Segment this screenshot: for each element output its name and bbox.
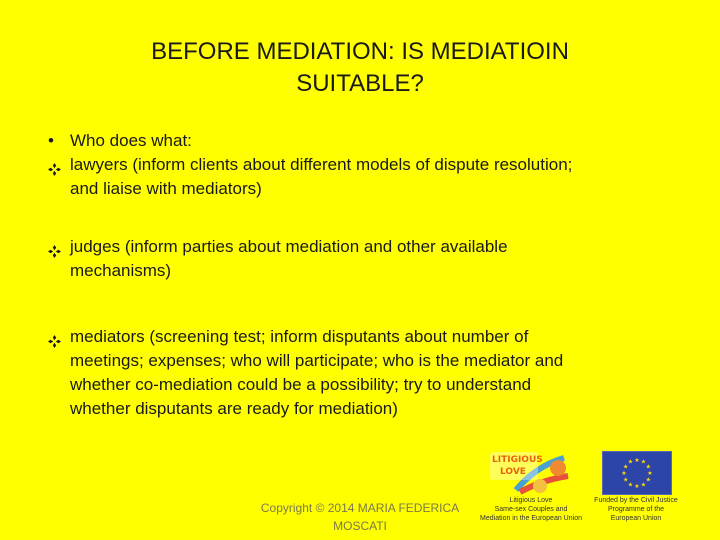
eu-logo: [586, 446, 710, 540]
litigious-love-caption-line-1: Litigious Love: [509, 497, 553, 504]
eu-star-icon: ★: [627, 459, 634, 466]
litigious-love-logo: [476, 446, 586, 540]
eu-star-icon: ★: [623, 464, 629, 471]
eu-caption-line-1: Funded by the Civil Justice: [594, 497, 678, 504]
litigious-love-caption: [476, 496, 586, 523]
list-item-judges: [48, 235, 688, 283]
litigious-love-caption-line-2: Same-sex Couples and: [494, 506, 568, 513]
list-item-text: Who does what:: [70, 131, 192, 150]
list-item-text: lawyers (inform clients about different models of dispute resolution;: [70, 155, 573, 174]
eu-star-icon: ★: [627, 482, 634, 489]
eu-star-icon: ★: [634, 484, 640, 490]
eu-star-icon: ★: [623, 477, 629, 484]
list-item-lawyers: [48, 153, 688, 201]
eu-caption-line-2: Programme of the: [607, 506, 665, 513]
bullet-list: [48, 129, 688, 421]
diamond-bullet-icon: [48, 241, 70, 265]
logo-wordmark-line-2: LOVE: [500, 467, 526, 477]
slide-title-line-2: SUITABLE?: [296, 70, 424, 97]
list-item-who-does-what: [48, 129, 688, 153]
eu-star-icon: ★: [645, 477, 651, 484]
list-item-text: whether co-mediation could be a possibility; try to understand: [70, 375, 532, 394]
list-item-text: judges (inform parties about mediation and other available: [70, 237, 508, 256]
diamond-bullet-icon: [48, 159, 70, 183]
litigious-love-caption-line-3: Mediation in the European Union: [480, 515, 582, 522]
slide-title-line-1: BEFORE MEDIATION: IS MEDIATIOIN: [151, 38, 569, 65]
list-item-text: meetings; expenses; who will participate; who is the mediator and: [70, 351, 564, 370]
copyright-notice: [248, 499, 472, 535]
eu-star-icon: ★: [645, 464, 651, 471]
litigious-love-logo-graphic: [476, 446, 586, 496]
round-bullet-icon: •: [48, 131, 54, 150]
diamond-bullet-icon: [48, 331, 70, 355]
eu-star-icon: ★: [621, 471, 627, 477]
eu-caption: [586, 496, 686, 523]
eu-flag-icon: [602, 451, 672, 495]
eu-star-icon: ★: [640, 459, 647, 466]
eu-caption-line-3: European Union: [610, 515, 662, 522]
slide-title: [60, 36, 660, 100]
copyright-line-1: Copyright © 2014 MARIA FEDERICA: [260, 501, 460, 515]
list-item-text: whether disputants are ready for mediation): [70, 399, 398, 418]
list-item-text: mechanisms): [70, 261, 172, 280]
list-item-text: and liaise with mediators): [70, 179, 262, 198]
copyright-line-2: MOSCATI: [333, 519, 387, 533]
list-item-text: mediators (screening test; inform disputants about number of: [70, 327, 529, 346]
list-item-mediators: [48, 325, 688, 421]
eu-star-icon: ★: [640, 482, 647, 489]
logo-wordmark-line-1: LITIGIOUS: [492, 455, 543, 465]
eu-star-icon: ★: [634, 458, 640, 464]
eu-star-icon: ★: [647, 471, 653, 477]
